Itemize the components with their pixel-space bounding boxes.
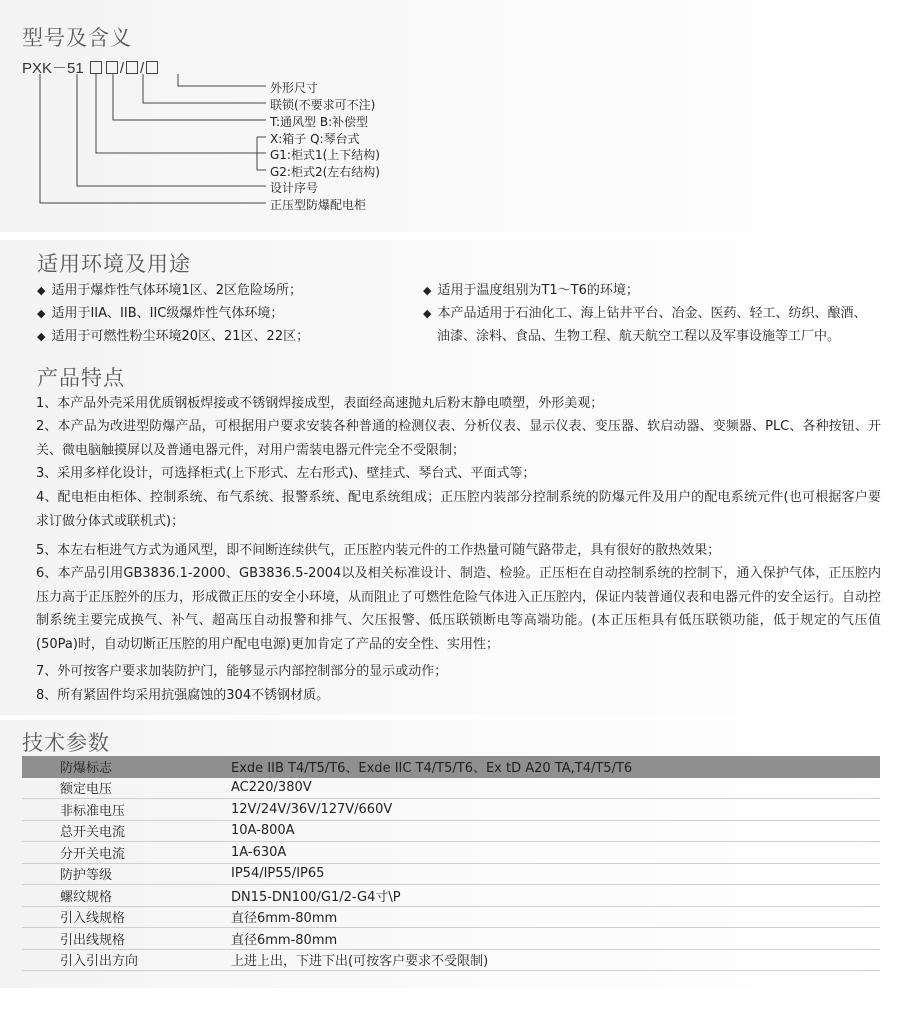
param-value: 1A-630A <box>198 842 880 864</box>
legend-item: T:通风型 B:补偿型 <box>270 115 369 129</box>
param-value: 直径6mm-80mm <box>198 906 880 928</box>
param-value: 上进上出，下进下出(可按客户要求不受限制) <box>198 949 880 971</box>
feature-item: 5、本左右柜进气方式为通风型，即不间断连续供气，正压腔内装元件的工作热量可随气路带走，具有很好的散热效果； <box>36 543 721 558</box>
feature-item: 3、采用多样化设计，可选择柜式(上下形式、左右形式)、壁挂式、琴台式、平面式等； <box>36 466 536 481</box>
table-row <box>22 842 880 864</box>
env-item-continued: 油漆、涂料、食品、生物工程、航天航空工程以及军事设施等工厂中。 <box>437 329 841 344</box>
feature-item: 2、本产品为改进型防爆产品，可根据用户要求安装各种普通的检测仪表、分析仪表、显示仪表、变压器、软启动器、变频器、PLC、各种按钮、开关、微电脑触摸屏以及普通电器元件，对用户需装电器元件完全不受限制； <box>36 419 881 458</box>
diamond-bullet-icon: ◆ <box>37 330 46 343</box>
legend-item: 正压型防爆配电柜 <box>270 198 367 212</box>
env-item: ◆ 适用于爆炸性气体环境1区、2区危险场所； <box>37 283 303 298</box>
env-section-title: 适用环境及用途 <box>37 252 191 276</box>
table-row <box>22 928 880 950</box>
param-value: Exde IIB T4/T5/T6、Exde IIC T4/T5/T6、Ex tD A20 TA,T4/T5/T6 <box>198 756 880 777</box>
param-key: 引入线规格 <box>22 906 198 928</box>
table-row <box>22 949 880 971</box>
env-item: ◆ 本产品适用于石油化工、海上钻井平台、冶金、医药、轻工、纺织、酿酒、 <box>423 306 867 321</box>
legend-item: G2:柜式2(左右结构) <box>270 165 380 179</box>
param-value: DN15-DN100/G1/2-G4寸\P <box>198 885 880 907</box>
env-item: ◆ 适用于IIA、IIB、IIC级爆炸性气体环境； <box>37 306 284 321</box>
param-value: AC220/380V <box>198 777 880 799</box>
env-item: ◆ 适用于温度组别为T1～T6的环境； <box>423 283 639 298</box>
diamond-bullet-icon: ◆ <box>423 284 432 297</box>
feature-item: 8、所有紧固件均采用抗强腐蚀的304不锈钢材质。 <box>36 688 330 703</box>
param-value: 直径6mm-80mm <box>198 928 880 950</box>
param-key: 非标准电压 <box>22 799 198 821</box>
model-diagram-lines <box>0 0 300 232</box>
params-table <box>22 756 880 971</box>
legend-item: G1:柜式1(上下结构) <box>270 148 380 162</box>
feature-item: 1、本产品外壳采用优质钢板焊接或不锈钢焊接成型，表面经高速抛丸后粉末静电喷塑，外形美观； <box>36 396 604 411</box>
table-row <box>22 906 880 928</box>
diamond-bullet-icon: ◆ <box>37 307 46 320</box>
param-key: 防护等级 <box>22 863 198 885</box>
table-row <box>22 756 880 777</box>
param-key: 引入引出方向 <box>22 949 198 971</box>
feature-item: 7、外可按客户要求加装防护门，能够显示内部控制部分的显示或动作； <box>36 664 448 679</box>
legend-item: 外形尺寸 <box>270 81 319 95</box>
param-key: 总开关电流 <box>22 820 198 842</box>
env-item: ◆ 适用于可燃性粉尘环境20区、21区、22区； <box>37 329 310 344</box>
diamond-bullet-icon: ◆ <box>423 307 432 320</box>
param-key: 引出线规格 <box>22 928 198 950</box>
legend-item: X:箱子 Q:琴台式 <box>270 132 360 146</box>
features-section-title: 产品特点 <box>37 366 125 390</box>
param-value: IP54/IP55/IP65 <box>198 863 880 885</box>
param-value: 12V/24V/36V/127V/660V <box>198 799 880 821</box>
param-key: 分开关电流 <box>22 842 198 864</box>
table-row <box>22 885 880 907</box>
param-value: 10A-800A <box>198 820 880 842</box>
diamond-bullet-icon: ◆ <box>37 284 46 297</box>
legend-item: 设计序号 <box>270 181 319 195</box>
param-key: 额定电压 <box>22 777 198 799</box>
param-key: 防爆标志 <box>22 756 198 777</box>
table-row <box>22 799 880 821</box>
param-key: 螺纹规格 <box>22 885 198 907</box>
legend-item: 联锁(不要求可不注) <box>270 98 376 112</box>
model-section-title: 型号及含义 <box>22 26 132 50</box>
feature-item: 4、配电柜由柜体、控制系统、布气系统、报警系统、配电系统组成；正压腔内装部分控制系统的防爆元件及用户的配电系统元件(也可根据客户要求订做分体式或联机式)； <box>36 490 881 529</box>
feature-item: 6、本产品引用GB3836.1-2000、GB3836.5-2004以及相关标准设计、制造、检验。正压柜在自动控制系统的控制下，通入保护气体，正压腔内压力高于正压腔外的压力，形成微正压的安全小环境，从而阻止了可燃性危险气体进入正压腔内，保证内装普通仪表和电器元件的安全运行。自动控制系统主要完成换气、补气、超高压自动报警和排气、欠压报警、低压联锁断电等高端功能。(本正压柜具有低压联锁功能，低于规定的气压值(50Pa)时，自动切断正压腔的用户配电电源)更加肯定了产品的安全性、实用性； <box>36 566 882 652</box>
table-row <box>22 820 880 842</box>
table-row <box>22 777 880 799</box>
params-section-title: 技术参数 <box>22 731 110 755</box>
table-row <box>22 863 880 885</box>
model-code-prefix: PXK－51 <box>22 60 84 77</box>
model-code: PXK－51 / / <box>22 57 160 78</box>
